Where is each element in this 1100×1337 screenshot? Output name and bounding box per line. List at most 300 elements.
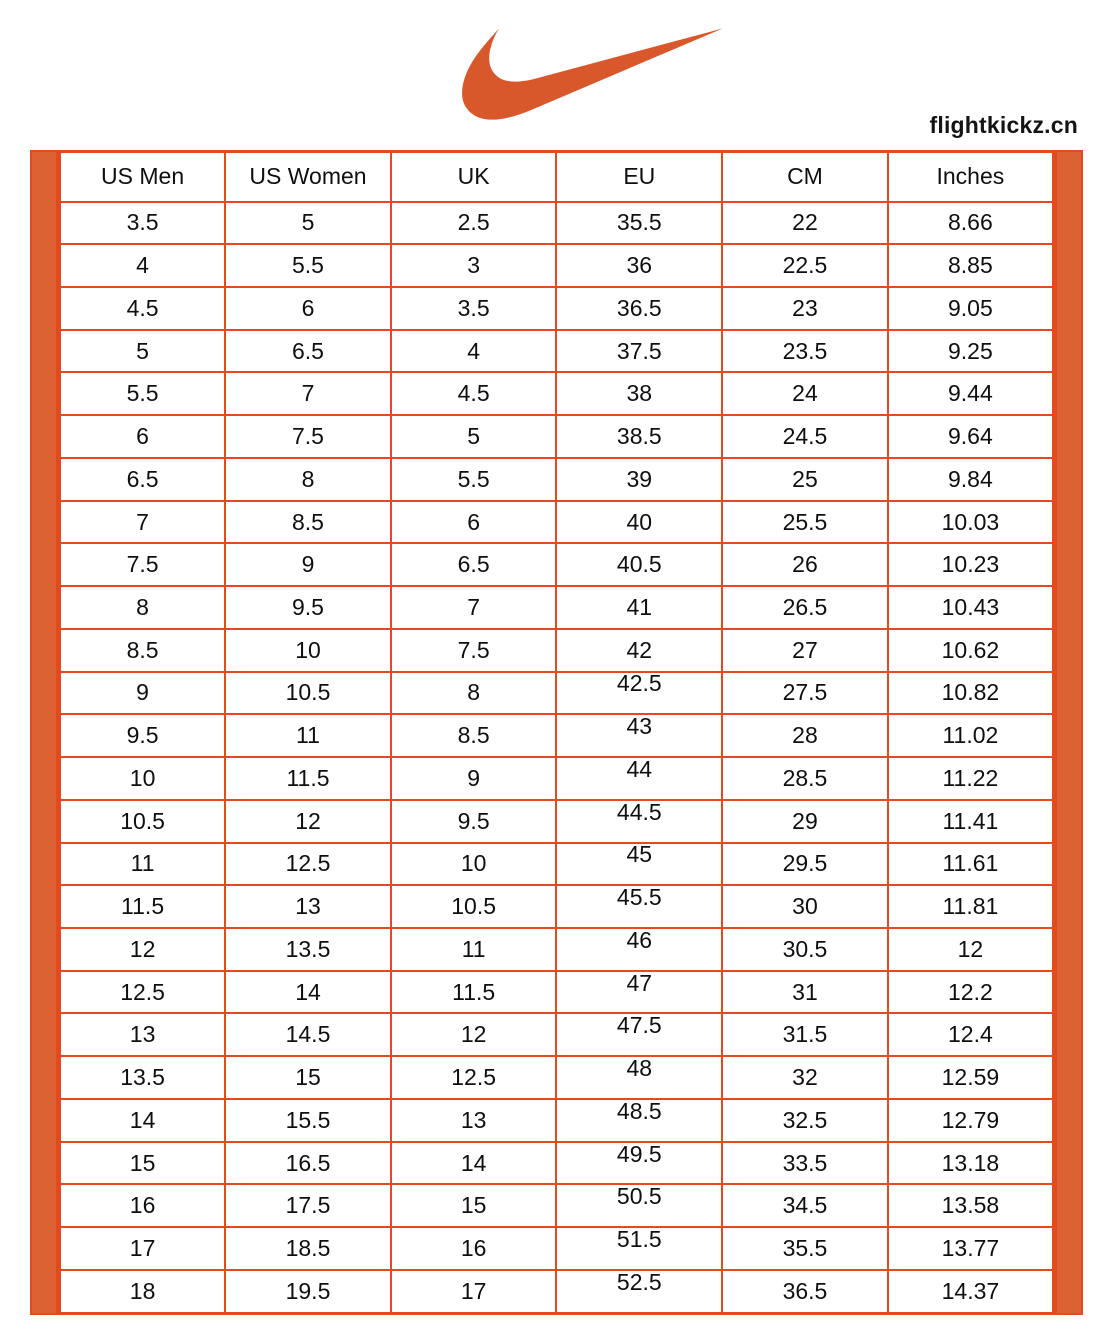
- table-cell-value: 16: [460, 1234, 487, 1261]
- table-cell-value: 41: [626, 593, 653, 620]
- table-cell: [60, 757, 226, 800]
- table-cell-value: 12.79: [941, 1106, 1000, 1133]
- table-cell-value: 24.5: [782, 423, 828, 450]
- table-cell-value: 5: [136, 337, 149, 364]
- table-cell: [556, 244, 722, 287]
- column-header: US Women: [225, 152, 391, 202]
- table-cell: [225, 885, 391, 928]
- table-cell-value: 42: [626, 636, 653, 663]
- table-cell-value: 38.5: [616, 423, 662, 450]
- table-cell-value: 13.58: [941, 1192, 1000, 1219]
- table-cell: [225, 629, 391, 672]
- table-cell-value: 23.5: [782, 337, 828, 364]
- table-cell-value: 49.5: [616, 1140, 662, 1167]
- table-cell: [225, 971, 391, 1014]
- table-cell-value: 25: [792, 465, 818, 492]
- table-cell-value: 6: [301, 294, 315, 321]
- column-header: Inches: [888, 152, 1054, 202]
- table-cell: [888, 202, 1054, 245]
- table-cell-value: 13: [129, 1021, 156, 1048]
- table-cell-value: 5.5: [457, 465, 490, 492]
- column-header: UK: [391, 152, 557, 202]
- table-row: [60, 372, 1054, 415]
- table-cell: [391, 501, 557, 544]
- table-cell-value: 8.66: [948, 209, 993, 236]
- table-cell: [888, 287, 1054, 330]
- table-cell-value: 13.77: [941, 1234, 1000, 1261]
- table-cell: [888, 1142, 1054, 1185]
- table-cell: [722, 1270, 888, 1314]
- table-cell-value: 36: [626, 252, 653, 279]
- table-cell: [225, 1227, 391, 1270]
- table-cell-value: 6.5: [457, 551, 490, 578]
- table-cell: [888, 885, 1054, 928]
- table-cell-value: 16.5: [285, 1149, 331, 1176]
- table-cell-value: 9.5: [457, 807, 490, 834]
- table-cell-value: 10.62: [941, 636, 1000, 663]
- table-cell: [225, 1184, 391, 1227]
- table-cell: [391, 586, 557, 629]
- table-cell-value: 43: [626, 713, 653, 740]
- table-cell-value: 10.43: [941, 593, 1000, 620]
- size-conversion-table: [58, 150, 1055, 1315]
- table-cell: [888, 757, 1054, 800]
- table-cell-value: 14.5: [285, 1021, 331, 1048]
- table-cell-value: 4.5: [126, 294, 159, 321]
- table-cell-value: 22.5: [782, 252, 828, 279]
- table-cell: [556, 1270, 722, 1314]
- table-cell: [225, 415, 391, 458]
- table-cell-value: 10.5: [120, 807, 165, 834]
- table-cell: [60, 372, 226, 415]
- table-cell: [888, 501, 1054, 544]
- table-cell-value: 14.37: [941, 1277, 1000, 1304]
- table-cell: [888, 928, 1054, 971]
- table-cell: [556, 1013, 722, 1056]
- table-cell-value: 38: [626, 380, 653, 407]
- table-cell: [722, 629, 888, 672]
- table-cell: [722, 928, 888, 971]
- table-cell: [556, 1099, 722, 1142]
- table-cell-value: 4: [467, 337, 481, 364]
- table-cell: [391, 928, 557, 971]
- table-cell-value: 19.5: [285, 1277, 331, 1304]
- table-cell: [60, 202, 226, 245]
- table-cell: [225, 330, 391, 373]
- table-cell-value: 12: [295, 807, 321, 834]
- table-cell-value: 9.44: [948, 380, 993, 407]
- table-cell: [225, 672, 391, 715]
- table-cell: [225, 928, 391, 971]
- table-cell-value: 6: [136, 423, 149, 450]
- table-cell-value: 28.5: [782, 764, 828, 791]
- table-cell-value: 22: [792, 209, 818, 236]
- header-row: [60, 152, 1054, 202]
- table-cell: [722, 1184, 888, 1227]
- table-cell: [556, 757, 722, 800]
- table-cell: [556, 586, 722, 629]
- table-cell-value: 5: [467, 423, 481, 450]
- table-cell: [60, 971, 226, 1014]
- table-cell-value: 40: [626, 508, 653, 535]
- table-cell-value: 46: [626, 926, 653, 953]
- table-cell-value: 26: [792, 551, 818, 578]
- table-cell-value: 17.5: [285, 1192, 331, 1219]
- table-cell: [888, 1270, 1054, 1314]
- table-cell-value: 12.2: [948, 978, 993, 1005]
- table-cell: [391, 415, 557, 458]
- table-cell: [888, 1227, 1054, 1270]
- table-cell-value: 9.25: [948, 337, 993, 364]
- table-cell-value: 36.5: [782, 1277, 828, 1304]
- table-cell-value: 7.5: [126, 551, 159, 578]
- table-cell-value: 9: [136, 679, 149, 706]
- table-row: [60, 1184, 1054, 1227]
- table-row: [60, 714, 1054, 757]
- table-cell-value: 13.18: [941, 1149, 1000, 1176]
- table-cell: [722, 244, 888, 287]
- table-cell-value: 8: [136, 593, 149, 620]
- table-cell: [888, 629, 1054, 672]
- table-cell-value: 6.5: [126, 465, 159, 492]
- table-cell: [722, 330, 888, 373]
- table-cell: [556, 501, 722, 544]
- table-cell: [60, 1142, 226, 1185]
- nike-swoosh-icon: [455, 24, 730, 124]
- table-cell-value: 11.81: [942, 893, 999, 920]
- table-row: [60, 885, 1054, 928]
- table-cell: [391, 1227, 557, 1270]
- table-cell-value: 35.5: [782, 1234, 828, 1261]
- table-cell: [556, 330, 722, 373]
- table-cell: [60, 244, 226, 287]
- table-cell: [60, 586, 226, 629]
- table-cell: [225, 1013, 391, 1056]
- table-cell-value: 5.5: [126, 380, 159, 407]
- table-cell: [225, 543, 391, 586]
- table-cell: [391, 330, 557, 373]
- table-cell: [556, 543, 722, 586]
- table-cell: [722, 885, 888, 928]
- table-cell-value: 32.5: [782, 1106, 828, 1133]
- table-cell: [225, 458, 391, 501]
- table-cell-value: 48.5: [616, 1097, 662, 1124]
- table-cell-value: 2.5: [457, 209, 490, 236]
- table-cell-value: 11.22: [942, 764, 999, 791]
- table-cell-value: 39: [626, 465, 653, 492]
- table-cell: [722, 543, 888, 586]
- table-row: [60, 415, 1054, 458]
- table-row: [60, 586, 1054, 629]
- table-row: [60, 629, 1054, 672]
- table-cell: [722, 757, 888, 800]
- table-cell: [60, 1270, 226, 1314]
- table-cell-value: 11: [461, 935, 486, 962]
- table-cell: [391, 971, 557, 1014]
- table-cell: [722, 372, 888, 415]
- table-cell: [225, 800, 391, 843]
- table-row: [60, 800, 1054, 843]
- table-cell: [60, 415, 226, 458]
- table-cell: [391, 244, 557, 287]
- table-cell: [225, 1142, 391, 1185]
- table-cell-value: 10.5: [451, 893, 497, 920]
- table-cell-value: 3: [467, 252, 481, 279]
- table-cell-value: 45: [626, 841, 653, 868]
- table-cell-value: 11.61: [942, 850, 999, 877]
- table-cell-value: 30.5: [782, 935, 828, 962]
- table-cell-value: 42.5: [616, 670, 662, 697]
- table-cell-value: 15: [129, 1149, 156, 1176]
- table-cell-value: 8.5: [126, 636, 159, 663]
- table-cell: [722, 714, 888, 757]
- table-cell: [722, 1056, 888, 1099]
- table-row: [60, 757, 1054, 800]
- table-cell: [60, 1056, 226, 1099]
- table-cell: [556, 843, 722, 886]
- table-cell: [60, 1013, 226, 1056]
- table-cell-value: 4.5: [457, 380, 490, 407]
- table-cell: [225, 287, 391, 330]
- table-cell-value: 18.5: [285, 1234, 331, 1261]
- table-cell: [225, 202, 391, 245]
- table-cell-value: 13.5: [285, 935, 331, 962]
- table-cell-value: 8.5: [291, 508, 324, 535]
- table-cell: [556, 1056, 722, 1099]
- table-cell: [225, 714, 391, 757]
- right-accent-bar: [1055, 150, 1083, 1315]
- table-row: [60, 287, 1054, 330]
- table-cell: [225, 586, 391, 629]
- table-cell: [888, 971, 1054, 1014]
- table-cell: [60, 885, 226, 928]
- table-cell: [391, 1184, 557, 1227]
- table-row: [60, 202, 1054, 245]
- table-cell-value: 12: [957, 935, 984, 962]
- table-cell: [556, 372, 722, 415]
- table-cell: [888, 415, 1054, 458]
- table-cell: [722, 287, 888, 330]
- table-cell: [391, 372, 557, 415]
- table-cell-value: 11.02: [942, 722, 999, 749]
- table-cell: [391, 543, 557, 586]
- table-cell-value: 14: [129, 1106, 156, 1133]
- table-cell-value: 10: [295, 636, 321, 663]
- table-row: [60, 244, 1054, 287]
- table-cell: [391, 714, 557, 757]
- site-label: flightkickz.cn: [929, 112, 1078, 138]
- table-cell: [391, 1056, 557, 1099]
- table-cell-value: 51.5: [616, 1225, 662, 1252]
- table-cell: [391, 1142, 557, 1185]
- table-cell: [888, 330, 1054, 373]
- table-cell: [556, 629, 722, 672]
- table-cell-value: 12: [460, 1021, 487, 1048]
- table-cell: [391, 202, 557, 245]
- left-accent-bar: [30, 150, 58, 1315]
- table-cell: [60, 1184, 226, 1227]
- table-cell: [556, 714, 722, 757]
- table-cell-value: 27.5: [782, 679, 828, 706]
- table-cell-value: 8: [301, 465, 315, 492]
- table-cell-value: 37.5: [616, 337, 662, 364]
- table-cell: [888, 543, 1054, 586]
- table-cell-value: 29: [792, 807, 818, 834]
- table-cell-value: 13.5: [120, 1064, 165, 1091]
- table-cell-value: 11.5: [452, 978, 496, 1005]
- table-cell-value: 12.4: [948, 1021, 993, 1048]
- table-cell: [888, 843, 1054, 886]
- table-cell: [556, 885, 722, 928]
- table-cell-value: 48: [626, 1055, 653, 1082]
- column-header: US Men: [60, 152, 226, 202]
- table-cell-value: 6: [467, 508, 481, 535]
- table-cell: [888, 800, 1054, 843]
- table-cell: [225, 1099, 391, 1142]
- table-cell: [556, 971, 722, 1014]
- table-cell-value: 11.5: [121, 893, 165, 920]
- table-cell: [722, 672, 888, 715]
- table-cell-value: 31: [792, 978, 818, 1005]
- table-cell-value: 7.5: [457, 636, 490, 663]
- table-cell-value: 9.5: [126, 722, 159, 749]
- table-cell-value: 9: [467, 764, 481, 791]
- table-cell-value: 10.82: [941, 679, 1000, 706]
- table-row: [60, 971, 1054, 1014]
- table-cell-value: 24: [792, 380, 818, 407]
- table-cell: [60, 672, 226, 715]
- table-cell-value: 9.05: [948, 294, 993, 321]
- table-cell: [888, 372, 1054, 415]
- table-cell-value: 36.5: [616, 294, 662, 321]
- table-cell: [391, 629, 557, 672]
- table-cell: [722, 458, 888, 501]
- table-cell-value: 47: [626, 969, 653, 996]
- table-row: [60, 928, 1054, 971]
- table-cell-value: 7: [136, 508, 149, 535]
- table-cell-value: 8.5: [457, 722, 490, 749]
- table-row: [60, 501, 1054, 544]
- table-cell-value: 11: [296, 722, 320, 749]
- table-row: [60, 330, 1054, 373]
- table-cell-value: 11: [130, 850, 155, 877]
- table-cell: [60, 843, 226, 886]
- table-row: [60, 1270, 1054, 1314]
- table-cell: [722, 1013, 888, 1056]
- table-cell-value: 33.5: [782, 1149, 828, 1176]
- table-cell-value: 3.5: [457, 294, 490, 321]
- table-cell-value: 9.84: [948, 465, 993, 492]
- column-header: EU: [556, 152, 722, 202]
- table-cell: [391, 1013, 557, 1056]
- table-row: [60, 1056, 1054, 1099]
- table-cell: [60, 501, 226, 544]
- table-cell: [556, 1142, 722, 1185]
- table-cell-value: 10.23: [941, 551, 1000, 578]
- table-cell-value: 13: [460, 1106, 487, 1133]
- table-cell-value: 26.5: [782, 593, 828, 620]
- table-cell-value: 30: [792, 893, 818, 920]
- table-cell-value: 5.5: [291, 252, 324, 279]
- table-cell: [60, 714, 226, 757]
- table-cell: [225, 372, 391, 415]
- table-cell: [391, 885, 557, 928]
- table-cell: [391, 757, 557, 800]
- table-cell: [225, 843, 391, 886]
- table-row: [60, 458, 1054, 501]
- table-cell-value: 12.5: [285, 850, 331, 877]
- table-cell-value: 8: [467, 679, 481, 706]
- table-cell-value: 50.5: [616, 1183, 662, 1210]
- table-cell: [391, 287, 557, 330]
- table-row: [60, 843, 1054, 886]
- table-cell: [391, 672, 557, 715]
- table-cell-value: 7.5: [291, 423, 324, 450]
- table-cell: [556, 458, 722, 501]
- table-cell: [391, 458, 557, 501]
- table-cell-value: 28: [792, 722, 818, 749]
- table-cell-value: 29.5: [782, 850, 828, 877]
- table-cell: [556, 672, 722, 715]
- table-cell-value: 14: [295, 978, 321, 1005]
- table-cell-value: 12.59: [941, 1064, 1000, 1091]
- table-cell-value: 23: [792, 294, 818, 321]
- table-cell: [722, 1099, 888, 1142]
- table-cell: [60, 800, 226, 843]
- table-cell: [556, 287, 722, 330]
- table-cell-value: 4: [136, 252, 149, 279]
- table-cell-value: 32: [792, 1064, 818, 1091]
- table-cell-value: 6.5: [291, 337, 324, 364]
- table-cell-value: 52.5: [616, 1268, 662, 1295]
- column-header: CM: [722, 152, 888, 202]
- table-cell: [225, 1056, 391, 1099]
- table-cell-value: 10: [460, 850, 487, 877]
- table-cell: [888, 1099, 1054, 1142]
- table-cell: [225, 244, 391, 287]
- table-cell: [888, 672, 1054, 715]
- table-cell: [722, 202, 888, 245]
- table-cell-value: 10.5: [285, 679, 331, 706]
- table-cell: [722, 843, 888, 886]
- table-cell: [888, 714, 1054, 757]
- table-cell: [391, 1099, 557, 1142]
- table-cell: [722, 415, 888, 458]
- table-cell: [556, 202, 722, 245]
- table-cell: [391, 1270, 557, 1314]
- table-cell-value: 18: [129, 1277, 156, 1304]
- table-cell-value: 25.5: [782, 508, 828, 535]
- table-cell: [556, 928, 722, 971]
- table-cell-value: 47.5: [616, 1012, 662, 1039]
- table-cell-value: 3.5: [126, 209, 159, 236]
- table-cell: [225, 501, 391, 544]
- table-cell-value: 12: [129, 935, 156, 962]
- table-row: [60, 1013, 1054, 1056]
- size-chart: [30, 150, 1083, 1315]
- table-cell: [60, 287, 226, 330]
- table-cell: [722, 971, 888, 1014]
- table-cell-value: 7: [467, 593, 481, 620]
- table-cell-value: 9: [301, 551, 315, 578]
- table-cell: [888, 1184, 1054, 1227]
- table-cell: [556, 1184, 722, 1227]
- table-cell: [60, 1099, 226, 1142]
- table-cell: [225, 1270, 391, 1314]
- table-cell-value: 34.5: [782, 1192, 828, 1219]
- table-cell-value: 15: [460, 1192, 487, 1219]
- table-cell: [556, 800, 722, 843]
